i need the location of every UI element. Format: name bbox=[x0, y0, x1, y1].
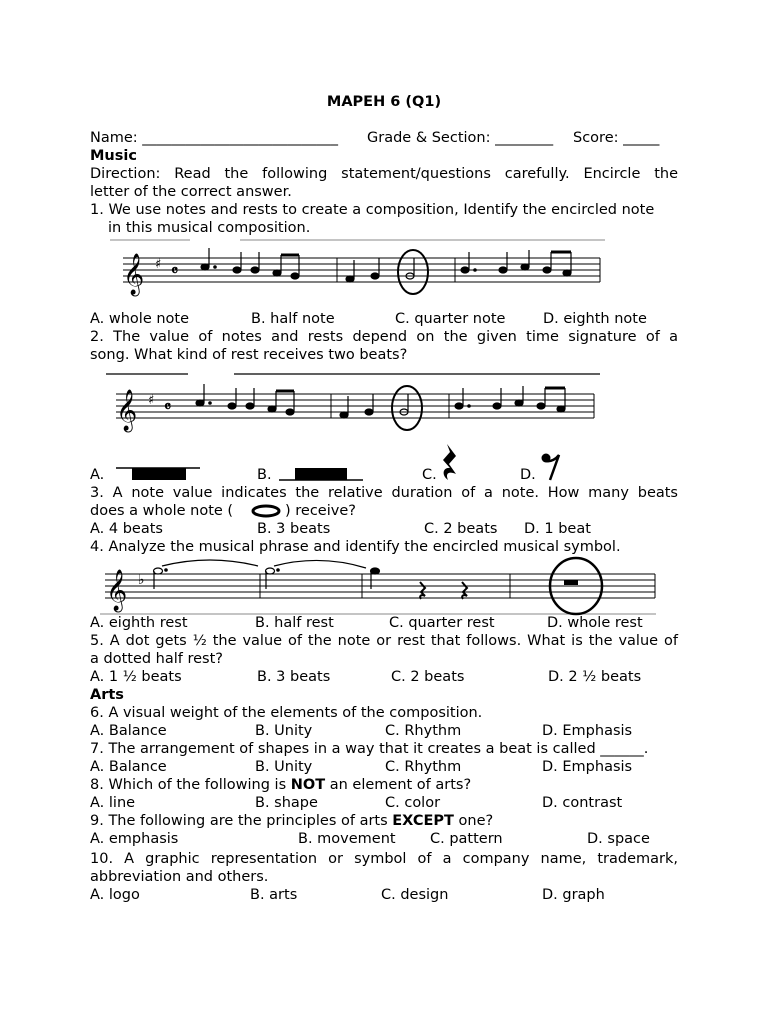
q1-music-staff bbox=[105, 238, 610, 298]
q3-text-2b: ) receive? bbox=[285, 503, 356, 519]
q2-option-b[interactable]: B. bbox=[257, 467, 272, 483]
q4-option-a[interactable]: A. eighth rest bbox=[90, 615, 188, 631]
q9-option-b[interactable]: B. movement bbox=[298, 831, 396, 847]
q1-option-b[interactable]: B. half note bbox=[251, 311, 335, 327]
svg-text:♭: ♭ bbox=[138, 572, 145, 588]
q8-text: 8. Which of the following is NOT an element of arts? bbox=[90, 777, 472, 793]
q8-option-b[interactable]: B. shape bbox=[255, 795, 318, 811]
q1-text-2: in this musical composition. bbox=[108, 220, 311, 236]
q4-option-b[interactable]: B. half rest bbox=[255, 615, 334, 631]
q8-option-a[interactable]: A. line bbox=[90, 795, 136, 811]
q8-option-c[interactable]: C. color bbox=[385, 795, 441, 811]
q5-option-c[interactable]: C. 2 beats bbox=[391, 669, 465, 685]
q7-option-c[interactable]: C. Rhythm bbox=[385, 759, 462, 775]
q10-text-1: 10. A graphic representation or symbol of a company name, trademark, bbox=[90, 851, 678, 867]
q3-text-1: 3. A note value indicates the relative duration of a note. How many beats bbox=[90, 485, 678, 501]
q5-option-d[interactable]: D. 2 ½ beats bbox=[548, 669, 642, 685]
q10-option-a[interactable]: A. logo bbox=[90, 887, 140, 903]
q8-option-d[interactable]: D. contrast bbox=[542, 795, 623, 811]
q8-emphasis: NOT bbox=[290, 777, 326, 793]
quarter-rest-icon[interactable] bbox=[439, 442, 463, 482]
score-field: Score: _____ bbox=[573, 130, 660, 146]
q7-option-a[interactable]: A. Balance bbox=[90, 759, 167, 775]
eighth-rest-icon[interactable] bbox=[539, 452, 563, 482]
q2-text-1: 2. The value of notes and rests depend on the given time signature of a bbox=[90, 329, 678, 345]
q6-option-b[interactable]: B. Unity bbox=[255, 723, 313, 739]
direction-line-2: letter of the correct answer. bbox=[90, 184, 292, 200]
grade-section-field: Grade & Section: ________ bbox=[367, 130, 554, 146]
q1-option-c[interactable]: C. quarter note bbox=[395, 311, 506, 327]
q3-option-d[interactable]: D. 1 beat bbox=[524, 521, 591, 537]
treble-clef-icon: 𝄞 bbox=[123, 254, 145, 295]
q10-option-c[interactable]: C. design bbox=[381, 887, 449, 903]
q5-text-2: a dotted half rest? bbox=[90, 651, 223, 667]
whole-note-icon bbox=[250, 503, 282, 519]
q10-text-2: abbreviation and others. bbox=[90, 869, 269, 885]
q10-option-b[interactable]: B. arts bbox=[250, 887, 298, 903]
q4-option-c[interactable]: C. quarter rest bbox=[389, 615, 495, 631]
q6-text: 6. A visual weight of the elements of the composition. bbox=[90, 705, 483, 721]
q9-emphasis: EXCEPT bbox=[392, 813, 454, 829]
q3-option-a[interactable]: A. 4 beats bbox=[90, 521, 163, 537]
q2-option-a[interactable]: A. bbox=[90, 467, 105, 483]
q6-option-c[interactable]: C. Rhythm bbox=[385, 723, 462, 739]
svg-text:𝄴: 𝄴 bbox=[164, 397, 172, 416]
q7-text: 7. The arrangement of shapes in a way that it creates a beat is called ______. bbox=[90, 741, 649, 757]
q9-option-c[interactable]: C. pattern bbox=[430, 831, 503, 847]
q4-text-1: 4. Analyze the musical phrase and identify the encircled musical symbol. bbox=[90, 539, 621, 555]
q9-option-d[interactable]: D. space bbox=[587, 831, 650, 847]
name-field: Name: ___________________________ bbox=[90, 130, 339, 146]
treble-clef-icon: 𝄞 bbox=[106, 570, 128, 611]
q2-encircle-mark bbox=[392, 386, 422, 430]
half-rest-icon[interactable] bbox=[277, 464, 367, 484]
q2-music-staff bbox=[104, 372, 609, 434]
q1-option-a[interactable]: A. whole note bbox=[90, 311, 190, 327]
q1-encircle-mark bbox=[398, 250, 428, 294]
music-heading: Music bbox=[90, 148, 137, 164]
q2-option-d[interactable]: D. bbox=[520, 467, 536, 483]
q2-option-c[interactable]: C. bbox=[422, 467, 437, 483]
q3-option-c[interactable]: C. 2 beats bbox=[424, 521, 498, 537]
q7-option-b[interactable]: B. Unity bbox=[255, 759, 313, 775]
svg-text:𝄴: 𝄴 bbox=[171, 261, 179, 280]
q3-text-2a: does a whole note ( bbox=[90, 503, 234, 519]
q1-text-1: 1. We use notes and rests to create a composition, Identify the encircled note bbox=[90, 202, 655, 218]
q7-option-d[interactable]: D. Emphasis bbox=[542, 759, 633, 775]
q6-option-a[interactable]: A. Balance bbox=[90, 723, 167, 739]
page-title: MAPEH 6 (Q1) bbox=[326, 94, 442, 110]
q9-option-a[interactable]: A. emphasis bbox=[90, 831, 179, 847]
q1-option-d[interactable]: D. eighth note bbox=[543, 311, 647, 327]
whole-rest-icon[interactable] bbox=[114, 464, 204, 484]
q2-text-2: song. What kind of rest receives two beats? bbox=[90, 347, 408, 363]
q10-option-d[interactable]: D. graph bbox=[542, 887, 605, 903]
arts-heading: Arts bbox=[90, 687, 124, 703]
q4-option-d[interactable]: D. whole rest bbox=[547, 615, 643, 631]
q5-option-a[interactable]: A. 1 ½ beats bbox=[90, 669, 182, 685]
svg-text:♯: ♯ bbox=[155, 257, 162, 272]
q5-option-b[interactable]: B. 3 beats bbox=[257, 669, 331, 685]
q3-option-b[interactable]: B. 3 beats bbox=[257, 521, 331, 537]
direction-line-1: Direction: Read the following statement/questions carefully. Encircle the bbox=[90, 166, 678, 182]
q5-text-1: 5. A dot gets ½ the value of the note or rest that follows. What is the value of bbox=[90, 633, 678, 649]
q4-music-staff bbox=[100, 556, 660, 616]
q9-text: 9. The following are the principles of arts EXCEPT one? bbox=[90, 813, 494, 829]
q6-option-d[interactable]: D. Emphasis bbox=[542, 723, 633, 739]
svg-text:♯: ♯ bbox=[148, 393, 155, 408]
treble-clef-icon: 𝄞 bbox=[116, 390, 138, 431]
